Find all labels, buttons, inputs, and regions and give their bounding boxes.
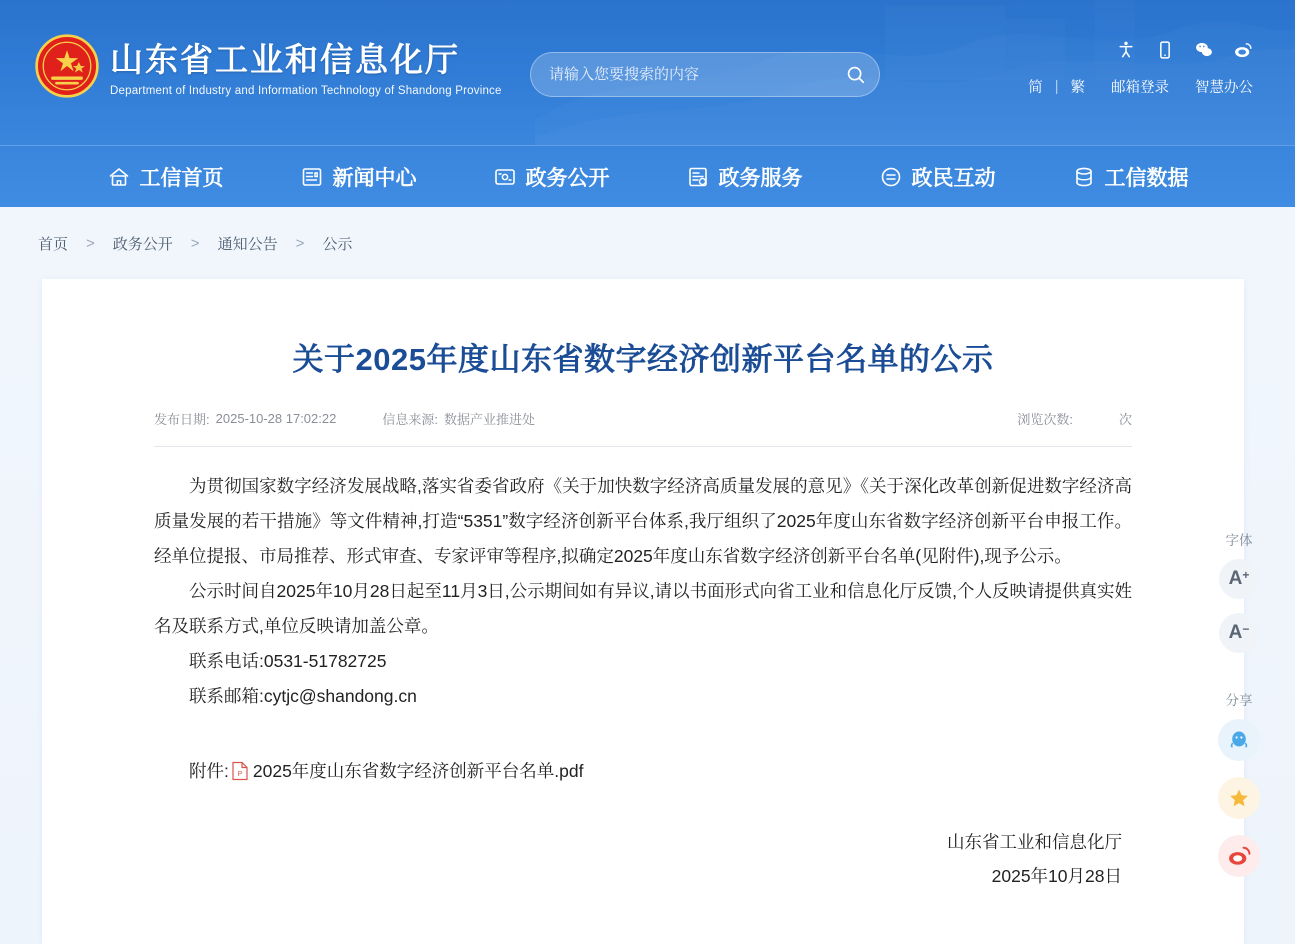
search-input[interactable] [531, 53, 833, 96]
publish-date-value: 2025-10-28 17:02:22 [215, 411, 337, 426]
paragraph-2: 公示时间自2025年10月28日起至11月3日,公示期间如有异议,请以书面形式向省工业和信息化厅反馈,个人反映请提供真实姓名及联系方式,单位反映请加盖公章。 [154, 581, 1132, 636]
breadcrumb-item-home[interactable]: 首页 [38, 235, 69, 253]
home-icon [107, 165, 131, 189]
meta-views [1017, 409, 1132, 428]
article-body [154, 469, 1132, 714]
header-links [1028, 76, 1253, 97]
paragraph-1: 为贯彻国家数字经济发展战略,落实省委省政府《关于加快数字经济高质量发展的意见》《关于深化改革创新促进数字经济高质量发展的若干措施》等文件精神,打造“5351”数字经济创新平台体系,我厅组织了2025年度山东省数字经济创新平台申报工作。经单位提报、市局推荐、形式审查、专家评审等程序,拟确定2025年度山东省数字经济创新平台名单(见附件),现予公示。 [154, 476, 1132, 566]
share-qq-icon [1227, 728, 1251, 752]
attachment-row [154, 758, 1132, 783]
contact-email: 联系邮箱:cytjc@shandong.cn [189, 686, 417, 706]
breadcrumb-separator-3: > [295, 234, 305, 252]
nav-home[interactable] [69, 162, 262, 192]
smart-office-link[interactable]: 智慧办公 [1195, 80, 1253, 96]
data-icon [1072, 165, 1096, 189]
source-label: 信息来源: [382, 412, 438, 427]
font-decrease-button[interactable] [1219, 613, 1259, 653]
breadcrumb-separator-2: > [190, 234, 200, 252]
font-increase-letter: A [1228, 568, 1243, 589]
main-nav [0, 145, 1295, 207]
accessibility-icon[interactable] [1116, 40, 1136, 60]
nav-interaction[interactable] [841, 162, 1034, 192]
interaction-icon [879, 165, 903, 189]
service-icon [686, 165, 710, 189]
attachment-link[interactable]: 2025年度山东省数字经济创新平台名单.pdf [252, 761, 584, 781]
breadcrumb-separator: > [86, 234, 95, 252]
site-header [0, 0, 1295, 145]
mail-login-link[interactable]: 邮箱登录 [1111, 80, 1169, 96]
share-weibo-icon [1226, 843, 1252, 869]
breadcrumb-item-open[interactable]: 政务公开 [112, 235, 173, 253]
nav-data[interactable] [1034, 162, 1227, 192]
wechat-icon[interactable] [1194, 40, 1214, 60]
nav-news-label: 新闻中心 [332, 166, 417, 190]
svg-text:P: P [237, 770, 243, 778]
share-weibo-button[interactable] [1218, 835, 1260, 877]
nav-open-label: 政务公开 [525, 166, 610, 190]
signature-date: 2025年10月28日 [991, 866, 1122, 886]
meta-publish [154, 409, 336, 428]
pdf-icon [231, 761, 249, 781]
open-government-icon [493, 165, 517, 189]
page-body [0, 279, 1295, 944]
publish-date-label: 发布日期: [154, 412, 210, 427]
nav-service[interactable] [648, 162, 841, 192]
breadcrumb-item-notice[interactable]: 通知公告 [217, 235, 278, 253]
lang-traditional[interactable]: 繁 [1070, 80, 1085, 96]
signature [154, 825, 1132, 893]
breadcrumb-item-publicity[interactable]: 公示 [322, 235, 353, 253]
font-increase-button[interactable] [1219, 559, 1259, 599]
search-button[interactable] [833, 53, 879, 96]
breadcrumb [0, 207, 1295, 279]
nav-service-label: 政务服务 [718, 166, 803, 190]
signature-org: 山东省工业和信息化厅 [947, 832, 1122, 852]
search-box[interactable] [530, 52, 880, 97]
article-tool-rail [1197, 529, 1281, 893]
meta-divider [154, 446, 1132, 447]
share-favorite-icon [1227, 786, 1251, 810]
nav-news[interactable] [262, 162, 455, 192]
nav-interaction-label: 政民互动 [911, 166, 996, 190]
national-emblem-icon [34, 33, 100, 99]
font-increase-sup: + [1242, 568, 1250, 582]
font-decrease-letter: A [1228, 622, 1243, 643]
weibo-icon[interactable] [1233, 40, 1253, 60]
share-label: 分享 [1225, 693, 1253, 708]
site-logo[interactable] [110, 40, 502, 100]
meta-source [382, 409, 535, 428]
page-title: 关于2025年度山东省数字经济创新平台名单的公示 [292, 342, 994, 377]
news-icon [300, 165, 324, 189]
site-name-en: Department of Industry and Information Technology of Shandong Province [110, 85, 502, 97]
font-label: 字体 [1225, 533, 1253, 548]
nav-data-label: 工信数据 [1104, 166, 1189, 190]
article [42, 279, 1244, 893]
source-value: 数据产业推进处 [443, 412, 535, 427]
attachment-label: 附件: [189, 761, 229, 781]
header-tool-icons [1116, 40, 1253, 60]
share-qq-button[interactable] [1218, 719, 1260, 761]
contact-phone: 联系电话:0531-51782725 [189, 651, 387, 671]
views-unit: 次 [1118, 412, 1132, 427]
article-card [42, 279, 1244, 944]
search-icon [845, 64, 867, 86]
lang-simplified[interactable]: 简 [1028, 80, 1043, 96]
nav-home-label: 工信首页 [139, 166, 224, 190]
mobile-icon[interactable] [1155, 40, 1175, 60]
share-favorite-button[interactable] [1218, 777, 1260, 819]
article-meta [154, 409, 1132, 446]
font-decrease-sup: − [1242, 622, 1250, 636]
link-separator: | [1054, 78, 1059, 95]
site-name-cn: 山东省工业和信息化厅 [110, 41, 460, 78]
nav-open[interactable] [455, 162, 648, 192]
views-label: 浏览次数: [1017, 412, 1073, 427]
